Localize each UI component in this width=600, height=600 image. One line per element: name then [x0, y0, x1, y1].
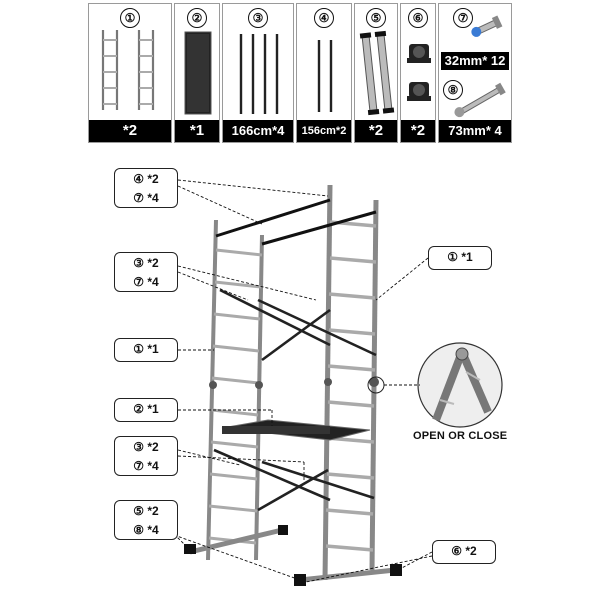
callout-ladder-mid — [114, 338, 178, 362]
callout-platform — [114, 398, 178, 422]
callout-top-brace — [114, 168, 178, 208]
callout-line: ① *1 — [133, 342, 159, 356]
part-number: ⑧ — [443, 80, 463, 100]
callout-wheels — [432, 540, 496, 564]
part-number: ⑦ — [453, 8, 473, 28]
part-quantity: *1 — [175, 120, 219, 142]
part-quantity: *2 — [89, 120, 171, 142]
callout-line: ② *1 — [133, 402, 159, 416]
callout-line: ⑦ *4 — [133, 275, 159, 289]
part-quantity: 156cm*2 — [297, 120, 351, 142]
part-number: ⑤ — [366, 8, 386, 28]
callout-line: ③ *2 — [133, 440, 159, 454]
callout-upper-cross — [114, 252, 178, 292]
part-number: ③ — [248, 8, 268, 28]
callout-line: ⑧ *4 — [133, 523, 159, 537]
part-quantity: *2 — [401, 120, 435, 142]
hinge-detail-icon — [418, 343, 502, 427]
part-number: ① — [120, 8, 140, 28]
part-number: ② — [187, 8, 207, 28]
callout-line: ③ *2 — [133, 256, 159, 270]
hinge-caption: OPEN OR CLOSE — [413, 430, 508, 442]
callout-lower-cross — [114, 436, 178, 476]
part-number: ⑥ — [408, 8, 428, 28]
callout-line: ⑦ *4 — [133, 191, 159, 205]
callout-line: ④ *2 — [133, 172, 159, 186]
callout-ladder-right — [428, 246, 492, 270]
callout-feet — [114, 500, 178, 540]
bolt-quantity: 73mm* 4 — [439, 120, 511, 142]
part-number: ④ — [314, 8, 334, 28]
callout-line: ⑥ *2 — [451, 544, 477, 558]
callout-line: ⑦ *4 — [133, 459, 159, 473]
part-quantity: 166cm*4 — [223, 120, 293, 142]
bolt-quantity: 32mm* 12 — [441, 52, 509, 70]
part-quantity: *2 — [355, 120, 397, 142]
callout-line: ① *1 — [447, 250, 473, 264]
callout-line: ⑤ *2 — [133, 504, 159, 518]
